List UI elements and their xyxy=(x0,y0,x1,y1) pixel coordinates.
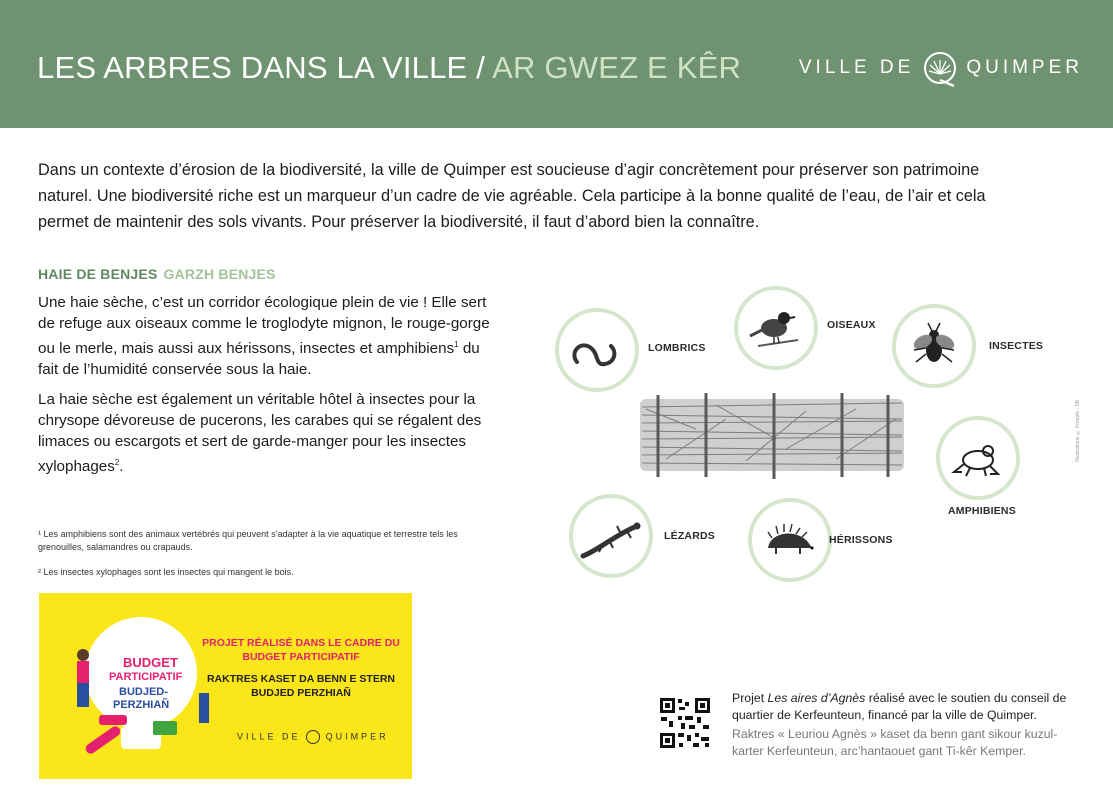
budget-participatif-banner xyxy=(39,593,412,779)
circle-amphibiens xyxy=(936,416,1020,500)
credits-french-post: réalisé avec le soutien du conseil de quartier de Kerfeunteun, financé par la ville de Quimper. xyxy=(732,691,1067,722)
credits-french-pre: Projet xyxy=(732,691,768,705)
banner-raktres-text: RAKTRES KASET DA BENN E STERN BUDJED PERZHIAÑ xyxy=(206,673,396,699)
intro-paragraph: Dans un contexte d’érosion de la biodiversité, la ville de Quimper est soucieuse d’agir concrètement pour préserver son patrimoine naturel. Une biodiversité riche est un marqueur d’un cadre de vie agréable. Cela participe à la bonne qualité de l’eau, de l’air et cela permet de maintenir des sols vivants. Pour préserver la biodiversité, il faut d’abord bien la connaître. xyxy=(38,161,986,231)
paragraph-insect-hotel xyxy=(38,389,498,477)
paragraph-corridor-end: du fait de l’humidité conservée sous la haie. xyxy=(38,340,480,379)
banner-logo-mark-icon xyxy=(306,730,320,744)
footnote-ref-2: 2 xyxy=(114,458,120,467)
section-title-breton: GARZH BENJES xyxy=(163,266,276,282)
ville-de-quimper-logo xyxy=(799,48,1083,88)
logo-text-left: VILLE DE xyxy=(798,57,915,78)
project-credits xyxy=(732,690,1077,759)
lightbulb-icon xyxy=(69,603,219,763)
footnote-amphibiens: ¹ Les amphibiens sont des animaux vertébrés qui peuvent s’adapter à la vie aquatique et terrestre tels les grenouilles, salamandres ou crapauds. xyxy=(38,529,458,552)
logo-text-right: QUIMPER xyxy=(966,57,1083,78)
title-breton: AR GWEZ E KÊR xyxy=(492,50,742,85)
circle-oiseaux xyxy=(734,286,818,370)
label-insectes: INSECTES xyxy=(989,340,1044,352)
circle-lezards xyxy=(569,494,653,578)
paragraph-insect-hotel-text: La haie sèche est également un véritable hôtel à insectes pour la chrysope dévoreuse de pucerons, les carabes qui se régalent des limaces ou escargots et sert de garde-manger pour les insectes xylophages xyxy=(38,391,482,476)
label-oiseaux: OISEAUX xyxy=(827,319,876,331)
illustration-credit: Illustrations © Freepik - SB xyxy=(1075,400,1081,462)
circle-lombrics xyxy=(555,308,639,392)
insect-icon xyxy=(896,308,972,384)
label-lezards: LÉZARDS xyxy=(664,530,715,542)
bulb-text-budjed: BUDJED- xyxy=(119,686,168,698)
paragraph-insect-hotel-end: . xyxy=(119,458,124,476)
paragraph-corridor xyxy=(38,292,498,380)
paragraph-corridor-text: Une haie sèche, c’est un corridor écologique plein de vie ! Elle sert de refuge aux oiseaux comme le troglodyte mignon, le rouge-gorge ou le merle, mais aussi aux hérissons, insectes et amphibiens xyxy=(38,294,490,358)
banner-logo-right: QUIMPER xyxy=(325,731,389,742)
credits-french xyxy=(732,690,1077,723)
bulb-text-perzhian: PERZHIAÑ xyxy=(113,699,170,711)
hedgehog-icon xyxy=(752,502,828,578)
section-title-french: HAIE DE BENJES xyxy=(38,266,158,282)
bulb-text-budget: BUDGET xyxy=(123,655,178,670)
label-lombrics: LOMBRICS xyxy=(648,342,706,354)
qr-code-icon[interactable] xyxy=(659,697,711,749)
footnote-ref-1: 1 xyxy=(454,340,459,349)
worm-icon xyxy=(559,312,635,388)
title-french: LES ARBRES DANS LA VILLE xyxy=(37,50,468,85)
quimper-logo-icon xyxy=(920,48,960,88)
banner-projet-text: PROJET RÉALISÉ DANS LE CADRE DU BUDGET PARTICIPATIF xyxy=(202,637,400,663)
circle-herissons xyxy=(748,498,832,582)
credits-project-name: Les aires d’Agnès xyxy=(767,691,866,705)
circle-insectes xyxy=(892,304,976,388)
banner-quimper-logo xyxy=(237,730,389,744)
banner-logo-left: VILLE DE xyxy=(237,731,301,742)
header-banner xyxy=(0,0,1113,128)
section-title xyxy=(38,266,276,282)
label-amphibiens: AMPHIBIENS xyxy=(948,505,1016,517)
footnote-xylophages: ² Les insectes xylophages sont les insectes qui mangent le bois. xyxy=(38,567,294,577)
page-title xyxy=(37,50,741,86)
lizard-icon xyxy=(573,498,649,574)
frog-icon xyxy=(940,420,1016,496)
bulb-text-participatif: PARTICIPATIF xyxy=(109,671,183,683)
credits-breton: Raktres « Leuriou Agnès » kaset da benn gant sikour kuzul-karter Kerfeunteun, arc’hantaouet gant Ti-kêr Kemper. xyxy=(732,727,1058,758)
bird-icon xyxy=(738,290,814,366)
dead-hedge-illustration xyxy=(636,389,908,481)
title-separator: / xyxy=(467,50,493,85)
label-herissons: HÉRISSONS xyxy=(829,534,893,546)
